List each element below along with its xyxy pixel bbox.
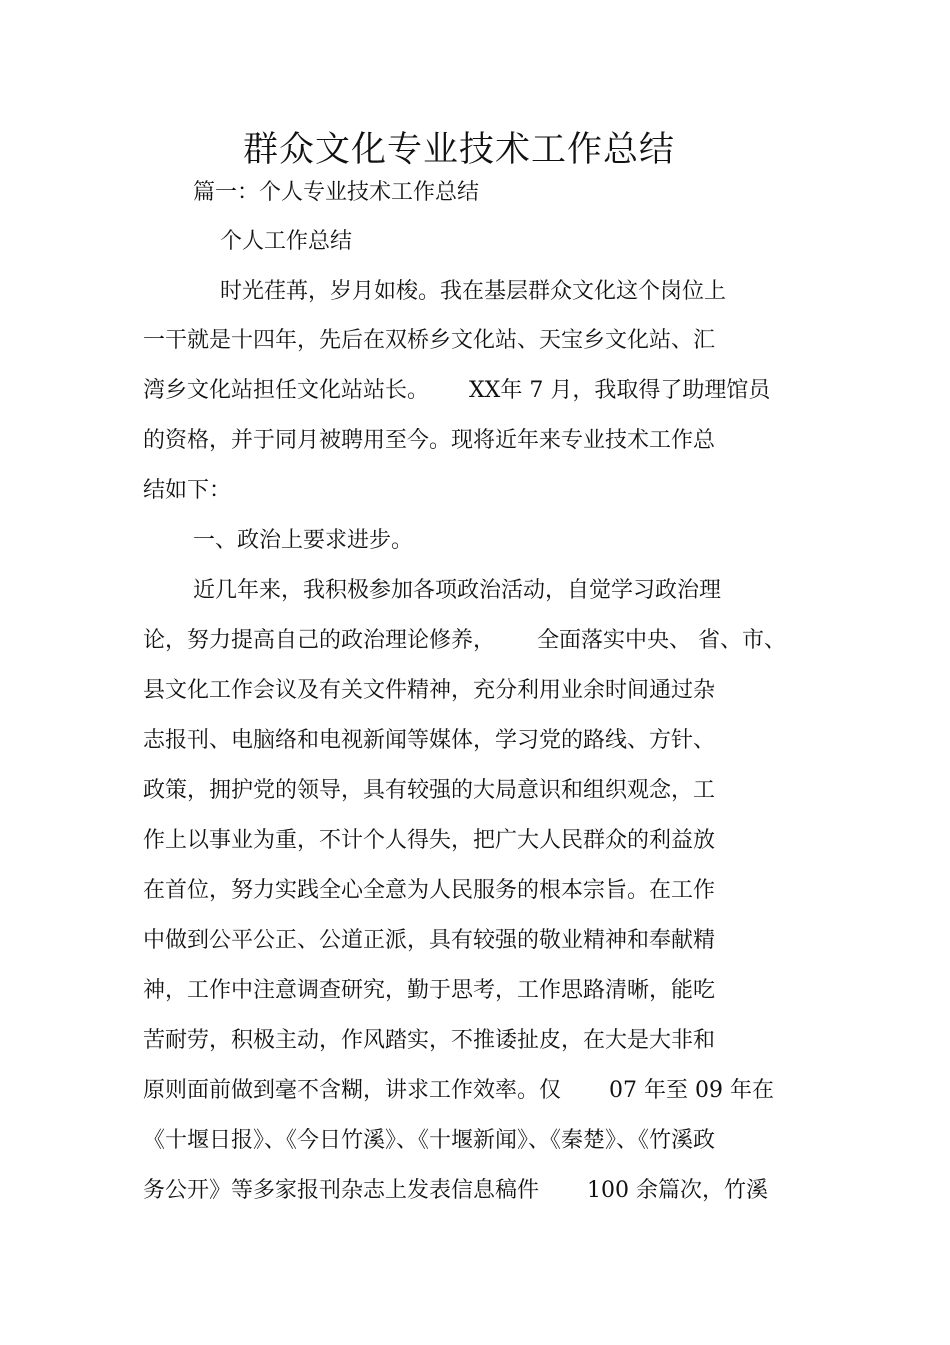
paragraph-line: 中做到公平公正、公道正派，具有较强的敬业精神和奉献精 xyxy=(143,928,716,953)
paragraph-line: 县文化工作会议及有关文件精神，充分利用业余时间通过杂 xyxy=(143,678,716,703)
paragraph-segment: 原则面前做到毫不含糊，讲求工作效率。仅 xyxy=(143,1078,562,1103)
paragraph-line: 时光荏苒，岁月如梭。我在基层群众文化这个岗位上 xyxy=(220,279,727,304)
paragraph-line: 《十堰日报》、《今日竹溪》、《十堰新闻》、《秦楚》、《竹溪政 xyxy=(143,1128,716,1153)
paragraph-line: 结如下： xyxy=(143,478,232,503)
section-heading: 个人工作总结 xyxy=(220,229,353,254)
paragraph-line: 政策，拥护党的领导，具有较强的大局意识和组织观念，工 xyxy=(143,778,716,803)
document-title: 群众文化专业技术工作总结 xyxy=(242,130,675,170)
paragraph-segment: 全面落实中央、 省、市、 xyxy=(537,628,787,653)
paragraph-line: 作上以事业为重，不计个人得失，把广大人民群众的利益放 xyxy=(143,828,716,853)
paragraph-line: 神，工作中注意调查研究，勤于思考，工作思路清晰，能吃 xyxy=(143,978,716,1003)
paragraph-line xyxy=(143,626,786,656)
paragraph-line: 近几年来，我积极参加各项政治活动，自觉学习政治理 xyxy=(193,578,722,603)
paragraph-line: 在首位，努力实践全心全意为人民服务的根本宗旨。在工作 xyxy=(143,878,716,903)
paragraph-segment: 07 年至 09 年在 xyxy=(609,1078,774,1103)
paragraph-line xyxy=(143,1176,768,1206)
paragraph-line xyxy=(143,1076,774,1106)
section-heading-politics: 一、政治上要求进步。 xyxy=(193,528,414,553)
paragraph-line: 苦耐劳，积极主动，作风踏实，不推诿扯皮，在大是大非和 xyxy=(143,1028,716,1053)
paragraph-line: 志报刊、电脑络和电视新闻等媒体，学习党的路线、方针、 xyxy=(143,728,716,753)
paragraph-segment: 论，努力提高自己的政治理论修养， xyxy=(143,628,496,653)
paragraph-line: 一干就是十四年，先后在双桥乡文化站、天宝乡文化站、汇 xyxy=(143,328,716,353)
paragraph-segment: XX年 7 月，我取得了助理馆员 xyxy=(469,378,771,403)
paragraph-segment: 100 余篇次，竹溪 xyxy=(587,1178,769,1203)
paragraph-line: 的资格，并于同月被聘用至今。现将近年来专业技术工作总 xyxy=(143,428,716,453)
document-subtitle: 篇一：个人专业技术工作总结 xyxy=(193,180,480,205)
paragraph-segment: 湾乡文化站担任文化站站长。 xyxy=(143,378,430,403)
paragraph-segment: 务公开》等多家报刊杂志上发表信息稿件 xyxy=(143,1178,540,1203)
paragraph-line xyxy=(143,376,770,406)
